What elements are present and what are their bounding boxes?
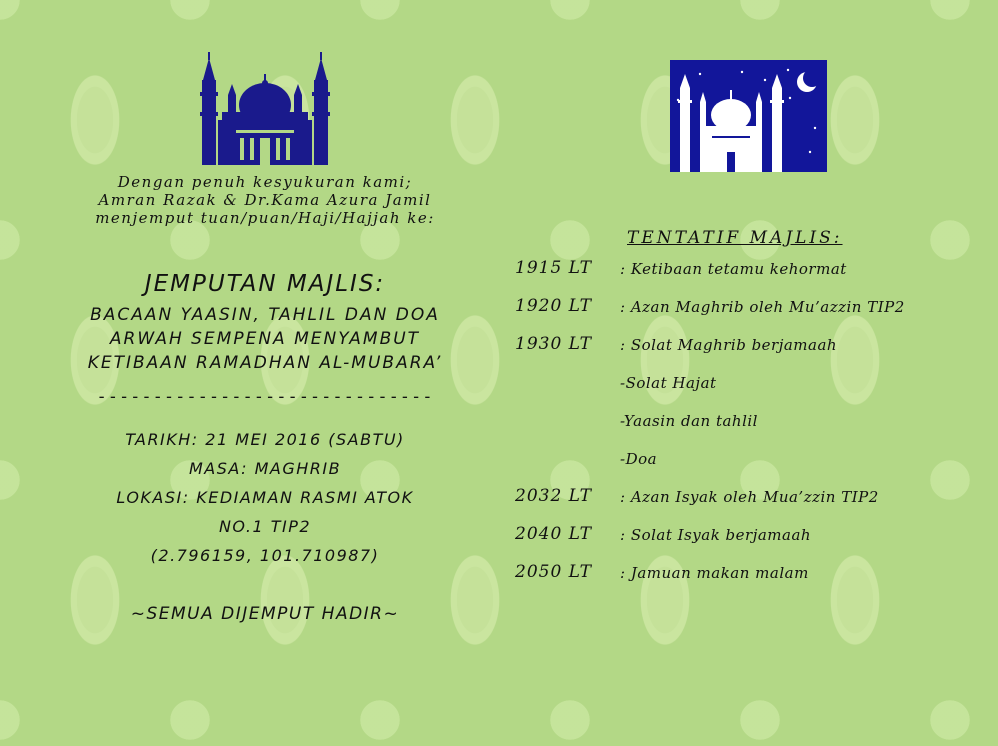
intro-line: Dengan penuh kesyukuran kami;: [117, 173, 413, 191]
schedule-time: 2050 LT: [515, 562, 592, 582]
schedule-activity: -Solat Hajat: [620, 374, 717, 392]
mosque-icon: [200, 50, 330, 165]
address-line: NO.1 TIP2: [218, 517, 312, 536]
schedule-time: 1915 LT: [515, 258, 592, 278]
list-item: [515, 258, 985, 296]
closing-text: ~SEMUA DIJEMPUT HADIR~: [130, 604, 400, 624]
schedule-activity: : Jamuan makan malam: [620, 564, 809, 582]
schedule-time: 1930 LT: [515, 334, 592, 354]
subtitle-line: BACAAN YAASIN, TAHLIL DAN DOA: [90, 305, 440, 325]
subtitle-line: ARWAH SEMPENA MENYAMBUT: [109, 329, 421, 349]
event-title: JEMPUTAN MAJLIS:: [144, 271, 386, 297]
list-item: [515, 524, 985, 562]
list-item: [515, 410, 985, 448]
intro-line: Amran Razak & Dr.Kama Azura Jamil: [98, 191, 432, 209]
schedule-heading: TENTATIF MAJLIS:: [627, 228, 843, 248]
schedule-activity: : Solat Maghrib berjamaah: [620, 336, 838, 354]
schedule-activity: : Azan Isyak oleh Mua’zzin TIP2: [620, 488, 879, 506]
schedule-activity: -Yaasin dan tahlil: [620, 412, 758, 430]
coordinates-line: (2.796159, 101.710987): [150, 546, 380, 565]
subtitle-line: KETIBAAN RAMADHAN AL-MUBARA’: [87, 353, 443, 373]
time-line: MASA: MAGHRIB: [188, 459, 342, 478]
location-line: LOKASI: KEDIAMAN RASMI ATOK: [116, 488, 414, 507]
invitation-panel: [30, 50, 500, 624]
list-item: [515, 334, 985, 372]
schedule-time: 1920 LT: [515, 296, 592, 316]
schedule-activity: -Doa: [620, 450, 658, 468]
mosque-night-icon: [670, 60, 827, 172]
divider-line: ------------------------------: [96, 387, 434, 407]
list-item: [515, 486, 985, 524]
intro-line: menjemput tuan/puan/Haji/Hajjah ke:: [95, 209, 435, 227]
schedule-activity: : Solat Isyak berjamaah: [620, 526, 812, 544]
list-item: [515, 296, 985, 334]
schedule-activity: : Azan Maghrib oleh Mu’azzin TIP2: [620, 298, 905, 316]
schedule-activity: : Ketibaan tetamu kehormat: [620, 260, 847, 278]
date-line: TARIKH: 21 MEI 2016 (SABTU): [125, 430, 405, 449]
schedule-time: 2040 LT: [515, 524, 592, 544]
list-item: [515, 372, 985, 410]
list-item: [515, 448, 985, 486]
event-subtitle: [30, 303, 500, 375]
schedule-time: 2032 LT: [515, 486, 592, 506]
list-item: [515, 562, 985, 600]
event-details: [30, 425, 500, 570]
schedule-list: [515, 258, 985, 600]
intro-text: [30, 173, 500, 227]
